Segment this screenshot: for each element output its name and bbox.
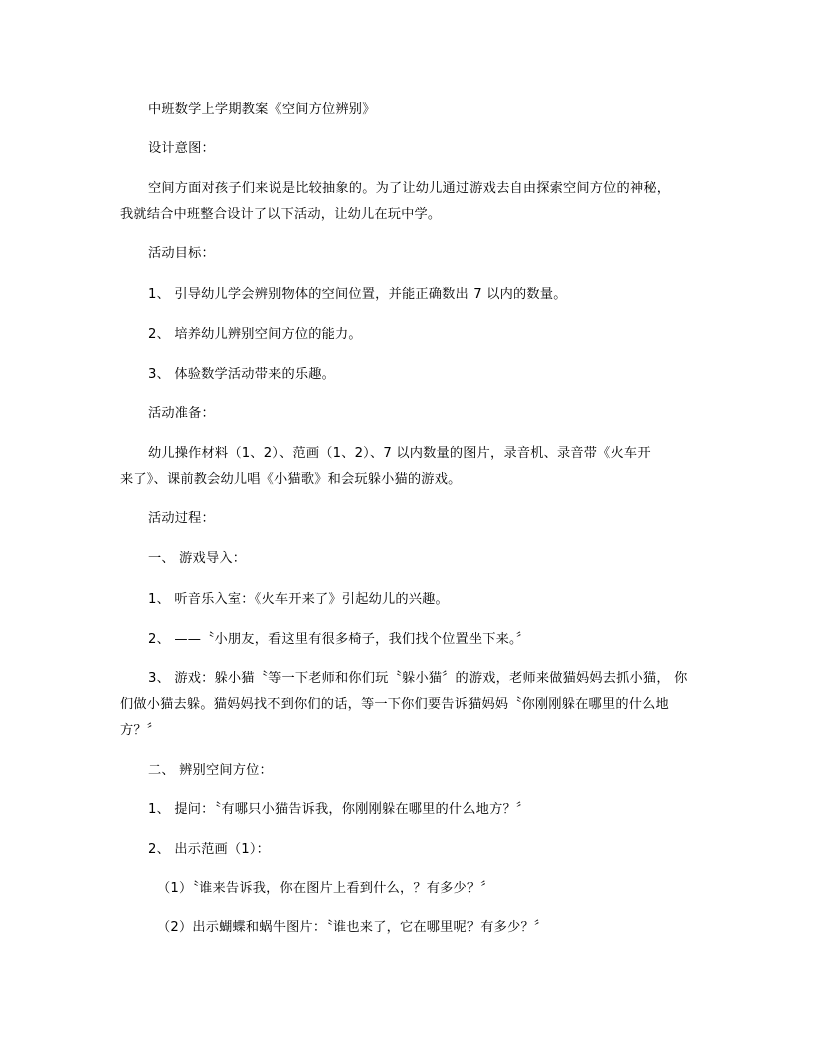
section-1-heading: 一、 游戏导入： (148, 551, 247, 566)
section-1-item-3-line-3: 方？〞 (120, 723, 161, 738)
design-paragraph-line-1: 空间方面对孩子们来说是比较抽象的。为了让幼儿通过游戏去自由探索空间方位的神秘， (148, 181, 671, 196)
goal-item-3: 3、 体验数学活动带来的乐趣。 (148, 367, 336, 382)
section-2-sub-item-2: （2）出示蝴蝶和蜗牛图片：〝谁也来了，它在哪里呢？有多少？〞 (157, 920, 548, 935)
section-2-item-2: 2、 出示范画（1）： (148, 842, 271, 857)
goal-item-1: 1、 引导幼儿学会辨别物体的空间位置，并能正确数出 7 以内的数量。 (148, 287, 567, 302)
design-paragraph-line-2: 我就结合中班整合设计了以下活动，让幼儿在玩中学。 (120, 207, 442, 222)
section-1-item-1: 1、 听音乐入室：《火车开来了》引起幼儿的兴趣。 (148, 592, 449, 607)
section-2-heading: 二、 辨别空间方位： (148, 763, 273, 778)
goal-item-2: 2、 培养幼儿辨别空间方位的能力。 (148, 327, 362, 342)
section-1-item-2: 2、 ——〝小朋友，看这里有很多椅子，我们找个位置坐下来。〞 (148, 632, 530, 647)
section-2-item-1: 1、 提问：〝有哪只小猫告诉我，你刚刚躲在哪里的什么地方？〞 (148, 802, 530, 817)
goals-heading: 活动目标： (148, 246, 215, 261)
design-heading: 设计意图： (148, 141, 215, 156)
section-1-item-3-line-2: 们做小猫去躲。猫妈妈找不到你们的话，等一下你们要告诉猫妈妈〝你刚刚躲在哪里的什么地 (120, 697, 669, 712)
prep-paragraph-line-2: 来了》、课前教会幼儿唱《小猫歌》和会玩躲小猫的游戏。 (120, 472, 462, 487)
prep-paragraph-line-1: 幼儿操作材料（1、2）、范画（1、2）、7 以内数量的图片，录音机、录音带《火车开 (148, 446, 651, 461)
prep-heading: 活动准备： (148, 406, 215, 421)
section-1-item-3-line-1: 3、 游戏：躲小猫〝等一下老师和你们玩〝躲小猫〞的游戏，老师来做猫妈妈去抓小猫， 你 (148, 671, 688, 686)
section-2-sub-item-1: （1）〝谁来告诉我，你在图片上看到什么，？有多少？〞 (157, 881, 494, 896)
document-title: 中班数学上学期教案《空间方位辨别》 (148, 102, 376, 117)
process-heading: 活动过程： (148, 511, 215, 526)
